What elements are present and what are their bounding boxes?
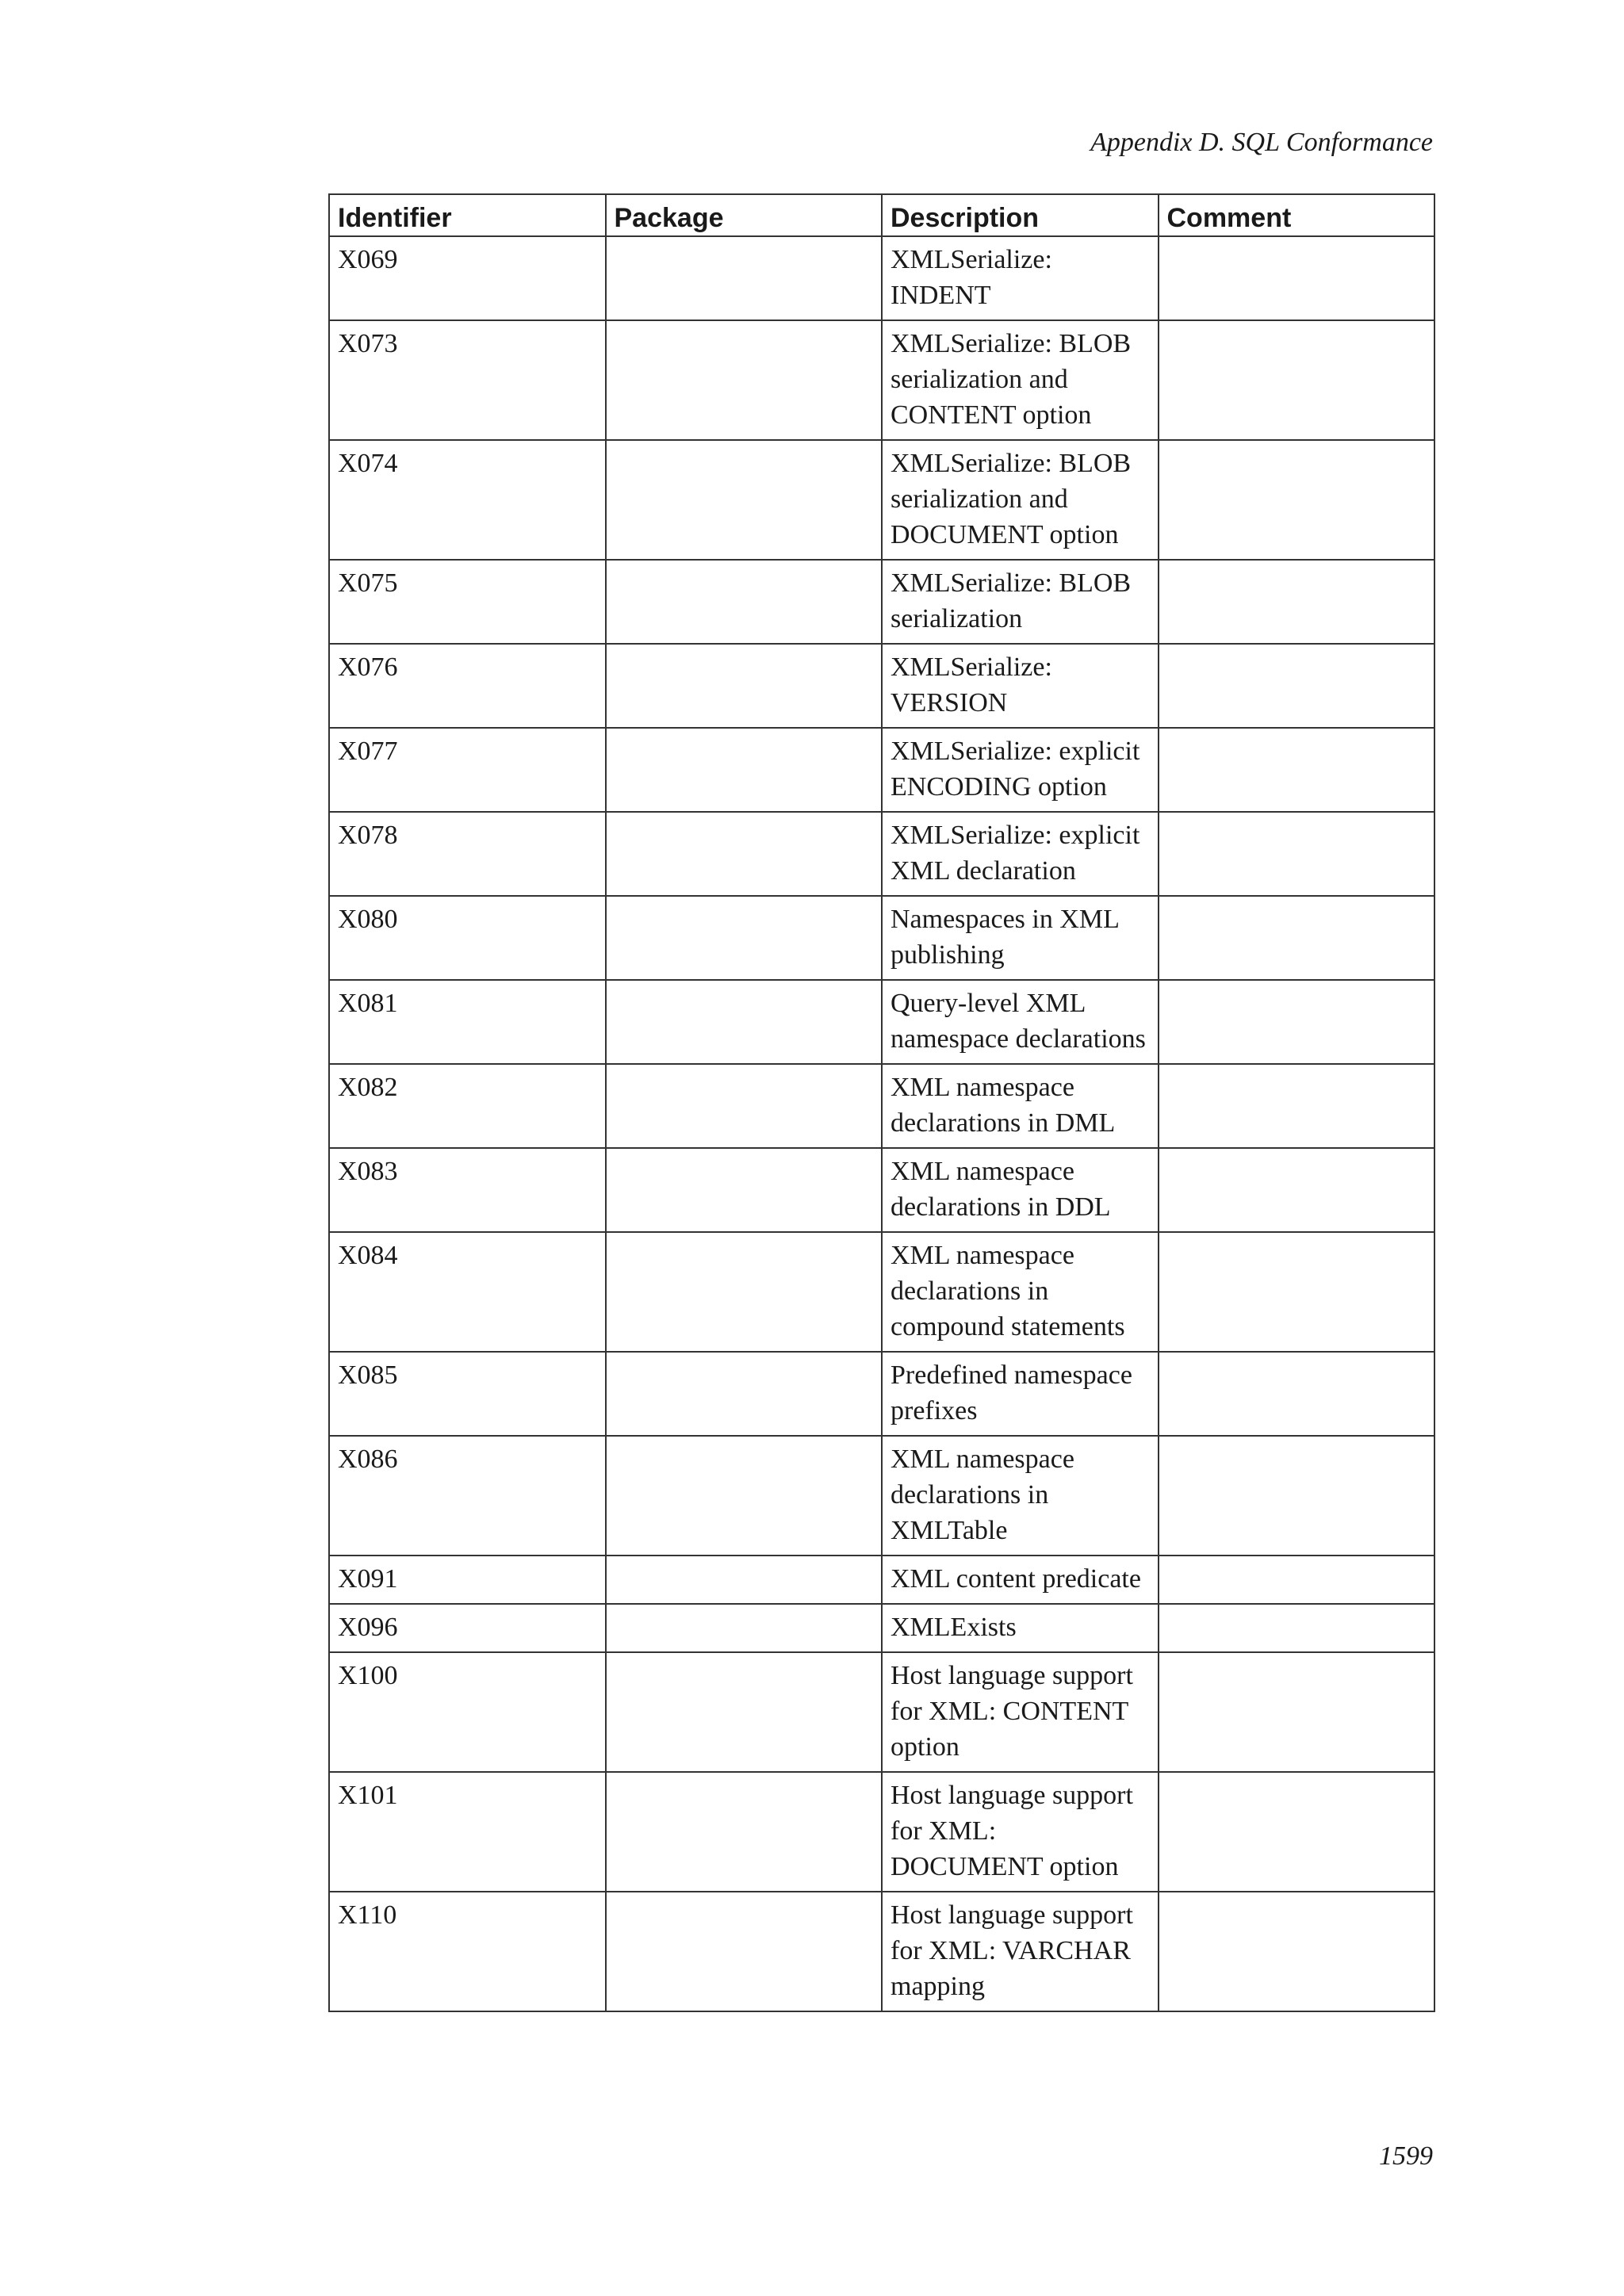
- cell-description: XMLExists: [882, 1604, 1159, 1652]
- cell-comment: [1159, 896, 1435, 980]
- cell-identifier: X086: [329, 1436, 606, 1556]
- cell-identifier: X080: [329, 896, 606, 980]
- table-row: [329, 1436, 1434, 1556]
- cell-comment: [1159, 1232, 1435, 1352]
- column-header-description: Description: [882, 194, 1159, 236]
- cell-package: [606, 1604, 883, 1652]
- conformance-table: [328, 193, 1435, 2012]
- table-row: [329, 728, 1434, 812]
- cell-package: [606, 440, 883, 560]
- cell-package: [606, 728, 883, 812]
- table-row: [329, 1064, 1434, 1148]
- cell-package: [606, 1436, 883, 1556]
- cell-identifier: X084: [329, 1232, 606, 1352]
- table-row: [329, 812, 1434, 896]
- cell-package: [606, 1772, 883, 1892]
- column-header-package: Package: [606, 194, 883, 236]
- cell-description: XMLSerialize: INDENT: [882, 236, 1159, 320]
- cell-comment: [1159, 1436, 1435, 1556]
- table-row: [329, 644, 1434, 728]
- cell-description: XMLSerialize: VERSION: [882, 644, 1159, 728]
- cell-description: XML namespace declarations in DML: [882, 1064, 1159, 1148]
- cell-identifier: X076: [329, 644, 606, 728]
- cell-comment: [1159, 728, 1435, 812]
- cell-description: XML namespace declarations in XMLTable: [882, 1436, 1159, 1556]
- table-row: [329, 560, 1434, 644]
- cell-identifier: X081: [329, 980, 606, 1064]
- table-row: [329, 980, 1434, 1064]
- column-header-comment: Comment: [1159, 194, 1435, 236]
- cell-comment: [1159, 1148, 1435, 1232]
- table-header-row: [329, 194, 1434, 236]
- cell-package: [606, 980, 883, 1064]
- cell-comment: [1159, 560, 1435, 644]
- table-row: [329, 896, 1434, 980]
- cell-identifier: X110: [329, 1892, 606, 2011]
- table-row: [329, 1352, 1434, 1436]
- cell-description: XMLSerialize: BLOB serialization and DOCUMENT option: [882, 440, 1159, 560]
- cell-description: XMLSerialize: explicit ENCODING option: [882, 728, 1159, 812]
- cell-comment: [1159, 1892, 1435, 2011]
- cell-comment: [1159, 1064, 1435, 1148]
- cell-comment: [1159, 644, 1435, 728]
- column-header-identifier: Identifier: [329, 194, 606, 236]
- cell-identifier: X075: [329, 560, 606, 644]
- cell-comment: [1159, 1556, 1435, 1604]
- cell-identifier: X077: [329, 728, 606, 812]
- cell-description: XMLSerialize: BLOB serialization: [882, 560, 1159, 644]
- cell-package: [606, 560, 883, 644]
- table-row: [329, 1232, 1434, 1352]
- cell-description: Host language support for XML: DOCUMENT option: [882, 1772, 1159, 1892]
- cell-identifier: X085: [329, 1352, 606, 1436]
- cell-identifier: X083: [329, 1148, 606, 1232]
- cell-identifier: X074: [329, 440, 606, 560]
- cell-comment: [1159, 1604, 1435, 1652]
- cell-description: XMLSerialize: explicit XML declaration: [882, 812, 1159, 896]
- table-row: [329, 1892, 1434, 2011]
- table-row: [329, 1652, 1434, 1772]
- cell-identifier: X100: [329, 1652, 606, 1772]
- table-row: [329, 440, 1434, 560]
- cell-package: [606, 1148, 883, 1232]
- cell-package: [606, 320, 883, 440]
- cell-package: [606, 896, 883, 980]
- table-row: [329, 320, 1434, 440]
- cell-comment: [1159, 980, 1435, 1064]
- cell-identifier: X091: [329, 1556, 606, 1604]
- cell-description: XMLSerialize: BLOB serialization and CONTENT option: [882, 320, 1159, 440]
- cell-identifier: X101: [329, 1772, 606, 1892]
- table-row: [329, 1556, 1434, 1604]
- cell-comment: [1159, 1352, 1435, 1436]
- cell-comment: [1159, 812, 1435, 896]
- cell-identifier: X082: [329, 1064, 606, 1148]
- cell-comment: [1159, 1652, 1435, 1772]
- cell-comment: [1159, 320, 1435, 440]
- table-row: [329, 1772, 1434, 1892]
- table-body: [329, 236, 1434, 2011]
- running-header: Appendix D. SQL Conformance: [1090, 128, 1433, 157]
- cell-comment: [1159, 440, 1435, 560]
- cell-package: [606, 1652, 883, 1772]
- cell-description: Query-level XML namespace declarations: [882, 980, 1159, 1064]
- table-row: [329, 1604, 1434, 1652]
- cell-package: [606, 1556, 883, 1604]
- cell-identifier: X096: [329, 1604, 606, 1652]
- cell-description: XML content predicate: [882, 1556, 1159, 1604]
- cell-identifier: X073: [329, 320, 606, 440]
- cell-description: Host language support for XML: CONTENT option: [882, 1652, 1159, 1772]
- cell-package: [606, 644, 883, 728]
- cell-package: [606, 236, 883, 320]
- cell-package: [606, 1064, 883, 1148]
- cell-identifier: X069: [329, 236, 606, 320]
- cell-description: Host language support for XML: VARCHAR mapping: [882, 1892, 1159, 2011]
- cell-description: Namespaces in XML publishing: [882, 896, 1159, 980]
- cell-comment: [1159, 236, 1435, 320]
- cell-description: XML namespace declarations in DDL: [882, 1148, 1159, 1232]
- cell-identifier: X078: [329, 812, 606, 896]
- cell-description: Predefined namespace prefixes: [882, 1352, 1159, 1436]
- cell-comment: [1159, 1772, 1435, 1892]
- page-number: 1599: [1379, 2141, 1433, 2171]
- cell-package: [606, 1352, 883, 1436]
- cell-description: XML namespace declarations in compound statements: [882, 1232, 1159, 1352]
- cell-package: [606, 1232, 883, 1352]
- table-row: [329, 236, 1434, 320]
- table-row: [329, 1148, 1434, 1232]
- cell-package: [606, 812, 883, 896]
- cell-package: [606, 1892, 883, 2011]
